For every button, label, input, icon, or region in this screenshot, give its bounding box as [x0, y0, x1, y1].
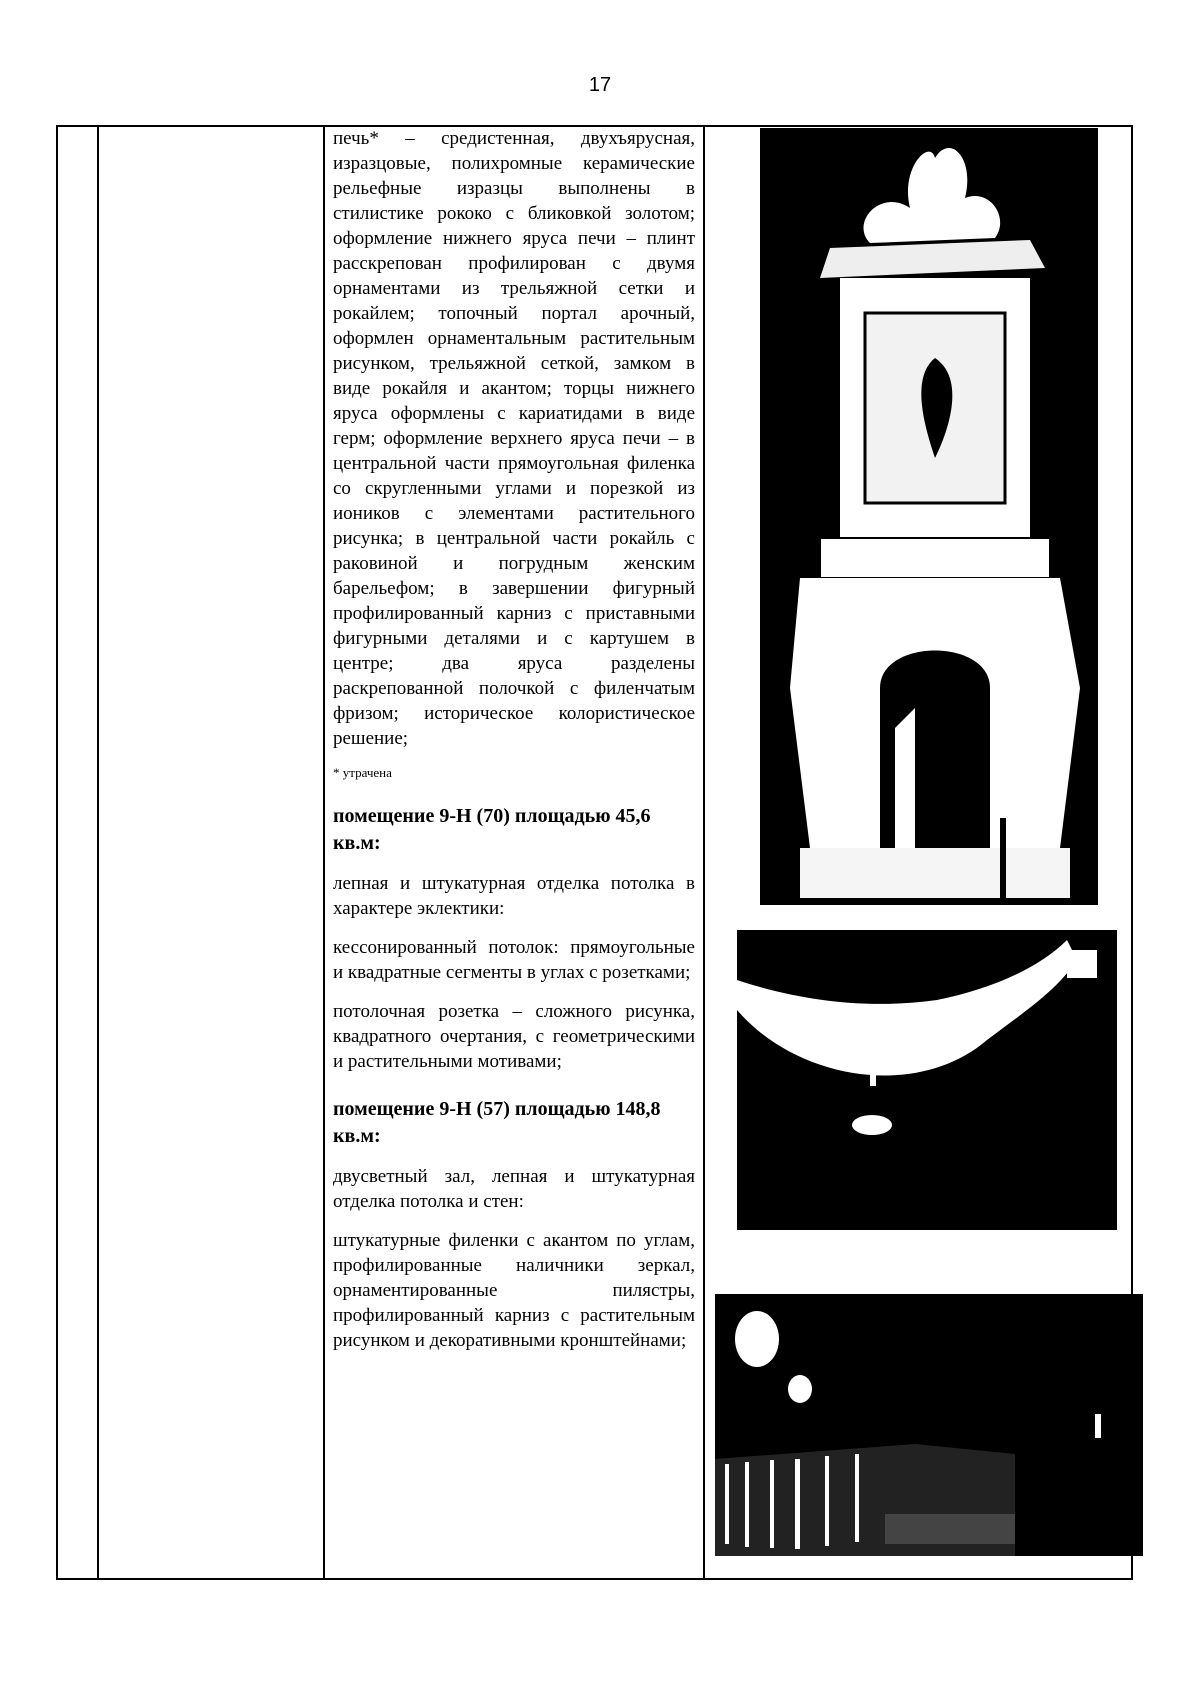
room-item: двусветный зал, лепная и штукатурная отделка потолка и стен: — [333, 1166, 695, 1212]
room-item: лепная и штукатурная отделка потолка в характере эклектики: — [333, 873, 695, 919]
room-item: кессонированный потолок: прямоугольные и квадратные сегменты в углах с розетками; — [333, 937, 695, 983]
room-item: потолочная розетка – сложного рисунка, квадратного очертания, с геометрическими и растительными мотивами; — [333, 1001, 695, 1072]
stove-photo — [760, 128, 1098, 905]
column-divider — [323, 127, 325, 1578]
room-item: штукатурные филенки с акантом по углам, профилированные наличники зеркал, орнаментированные пилястры, профилированный карниз с растительным рисунком и декоративными кронштейнами; — [333, 1230, 695, 1351]
column-divider — [97, 127, 99, 1578]
description-column — [333, 126, 695, 1353]
stove-description: печь* – средистенная, двухъярусная, изразцовые, полихромные керамические рельефные изразцы выполнены в стилистике рококо с бликовкой золотом; оформление нижнего яруса печи – плинт расскрепован профилирован с двумя орнаментами из трельяжной сетки и рокайлем; топочный портал арочный, оформлен орнаментальным растительным рисунком, трельяжной сеткой, замком в виде рокайля и акантом; торцы нижнего яруса оформлены с кариатидами в виде герм; оформление верхнего яруса печи – в центральной части прямоугольная филенка со скругленными углами и порезкой из иоников с элементами растительного рисунка; в центральной части рокайль с раковиной и погрудным женским барельефом; в завершении фигурный профилированный карниз с приставными фигурными деталями и с картушем в центре; два яруса разделены раскрепованной полочкой с филенчатым фризом; историческое колористическое решение; — [333, 128, 695, 749]
footnote: * утрачена — [333, 765, 392, 780]
page-number: 17 — [588, 74, 612, 96]
ceiling-photo — [737, 930, 1117, 1230]
room-heading: помещение 9-Н (70) площадью 45,6 кв.м: — [333, 805, 651, 854]
hall-photo — [715, 1294, 1143, 1556]
column-divider — [703, 127, 705, 1578]
room-heading: помещение 9-Н (57) площадью 148,8 кв.м: — [333, 1098, 661, 1147]
